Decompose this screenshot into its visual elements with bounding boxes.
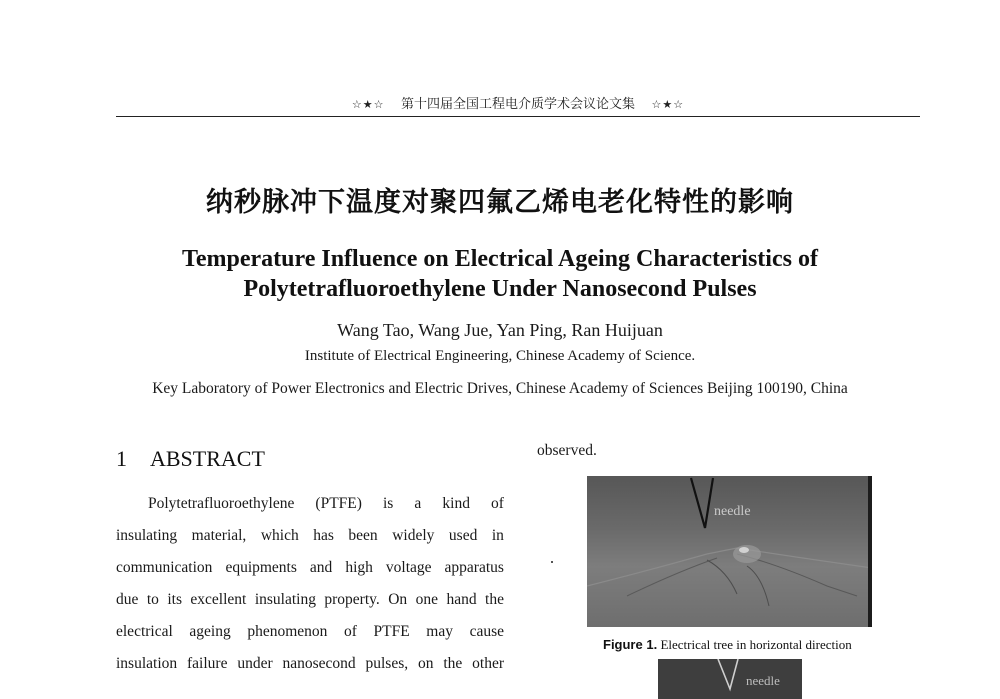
abstract-word: failure: [187, 655, 228, 672]
figure-1-edge: [868, 476, 872, 627]
abstract-word: is: [383, 495, 394, 512]
needle-outline: [691, 478, 713, 528]
header-rule: [116, 116, 920, 117]
abstract-word: PTFE: [373, 623, 410, 640]
section-title: ABSTRACT: [150, 446, 265, 471]
abstract-line: [116, 616, 504, 648]
section-number: 1: [116, 446, 127, 471]
abstract-word: apparatus: [444, 559, 504, 576]
title-english-line-2: Polytetrafluoroethylene Under Nanosecond Pulses: [243, 276, 757, 302]
header-stars-right: ☆★☆: [651, 98, 685, 111]
header-title: 第十四届全国工程电介质学术会议论文集: [400, 97, 635, 112]
abstract-word: phenomenon: [247, 623, 328, 640]
abstract-word: may: [426, 623, 453, 640]
abstract-word: other: [472, 655, 504, 672]
figure-1-caption-text: Electrical tree in horizontal direction: [660, 637, 852, 652]
abstract-line: [116, 520, 504, 552]
abstract-body: [116, 488, 504, 680]
abstract-word: due: [116, 591, 139, 608]
abstract-word: insulating: [254, 591, 316, 608]
abstract-word: nanosecond: [282, 655, 356, 672]
abstract-word: equipments: [225, 559, 297, 576]
abstract-word: kind: [442, 495, 470, 512]
electrical-tree-drawing: [587, 476, 872, 627]
abstract-word: On: [388, 591, 408, 608]
figure-2-needle-label: needle: [746, 673, 780, 688]
figure-2-image: [658, 659, 802, 699]
affiliation-2: Key Laboratory of Power Electronics and Electric Drives, Chinese Academy of Sciences Beijing 100190, China: [152, 380, 848, 397]
authors: Wang Tao, Wang Jue, Yan Ping, Ran Huijuan: [337, 320, 663, 340]
abstract-word: insulation: [116, 655, 178, 672]
abstract-word: excellent: [190, 591, 247, 608]
abstract-word: has: [313, 527, 334, 544]
abstract-word: material,: [191, 527, 247, 544]
abstract-word: on: [417, 655, 434, 672]
abstract-word: the: [485, 591, 504, 608]
needle-outline-2: [718, 659, 738, 689]
figure-1-needle-label: needle: [714, 504, 751, 519]
figure-1-caption-label: Figure 1.: [603, 637, 658, 652]
abstract-word: property.: [324, 591, 380, 608]
abstract-word: under: [237, 655, 273, 672]
abstract-line: [116, 648, 504, 680]
right-column-text: observed.: [537, 442, 597, 459]
scan-speck: [551, 561, 553, 563]
header-stars-left: ☆★☆: [351, 98, 385, 111]
abstract-word: been: [348, 527, 378, 544]
abstract-word: (PTFE): [315, 495, 362, 512]
affiliation-1: Institute of Electrical Engineering, Chinese Academy of Science.: [304, 348, 696, 364]
abstract-word: a: [414, 495, 422, 512]
title-english-line-1: Temperature Influence on Electrical Ageing Characteristics of: [182, 246, 818, 272]
abstract-word: pulses,: [365, 655, 409, 672]
abstract-word: voltage: [385, 559, 432, 576]
abstract-word: high: [345, 559, 373, 576]
abstract-word: ageing: [189, 623, 231, 640]
abstract-word: one: [415, 591, 438, 608]
abstract-line: [116, 488, 504, 520]
running-header: [116, 93, 920, 112]
abstract-word: of: [491, 495, 504, 512]
figure-1-caption: [603, 637, 852, 653]
title-chinese: 纳秒脉冲下温度对聚四氟乙烯电老化特性的影响: [206, 187, 794, 218]
abstract-word: the: [443, 655, 463, 672]
abstract-word: electrical: [116, 623, 173, 640]
abstract-word: in: [491, 527, 504, 544]
abstract-word: which: [260, 527, 299, 544]
abstract-line: [116, 552, 504, 584]
abstract-word: and: [309, 559, 333, 576]
abstract-word: hand: [446, 591, 477, 608]
abstract-word: of: [343, 623, 357, 640]
abstract-word: insulating: [116, 527, 178, 544]
abstract-word: Polytetrafluoroethylene: [148, 495, 295, 512]
figure-1-image: [587, 476, 872, 627]
figure-2-drawing: [658, 659, 802, 699]
section-heading: [116, 446, 265, 472]
abstract-word: used: [448, 527, 478, 544]
abstract-word: its: [167, 591, 182, 608]
title-english: [60, 244, 940, 304]
abstract-word: communication: [116, 559, 213, 576]
abstract-line: [116, 584, 504, 616]
abstract-word: to: [146, 591, 159, 608]
abstract-word: cause: [469, 623, 504, 640]
abstract-word: widely: [392, 527, 435, 544]
